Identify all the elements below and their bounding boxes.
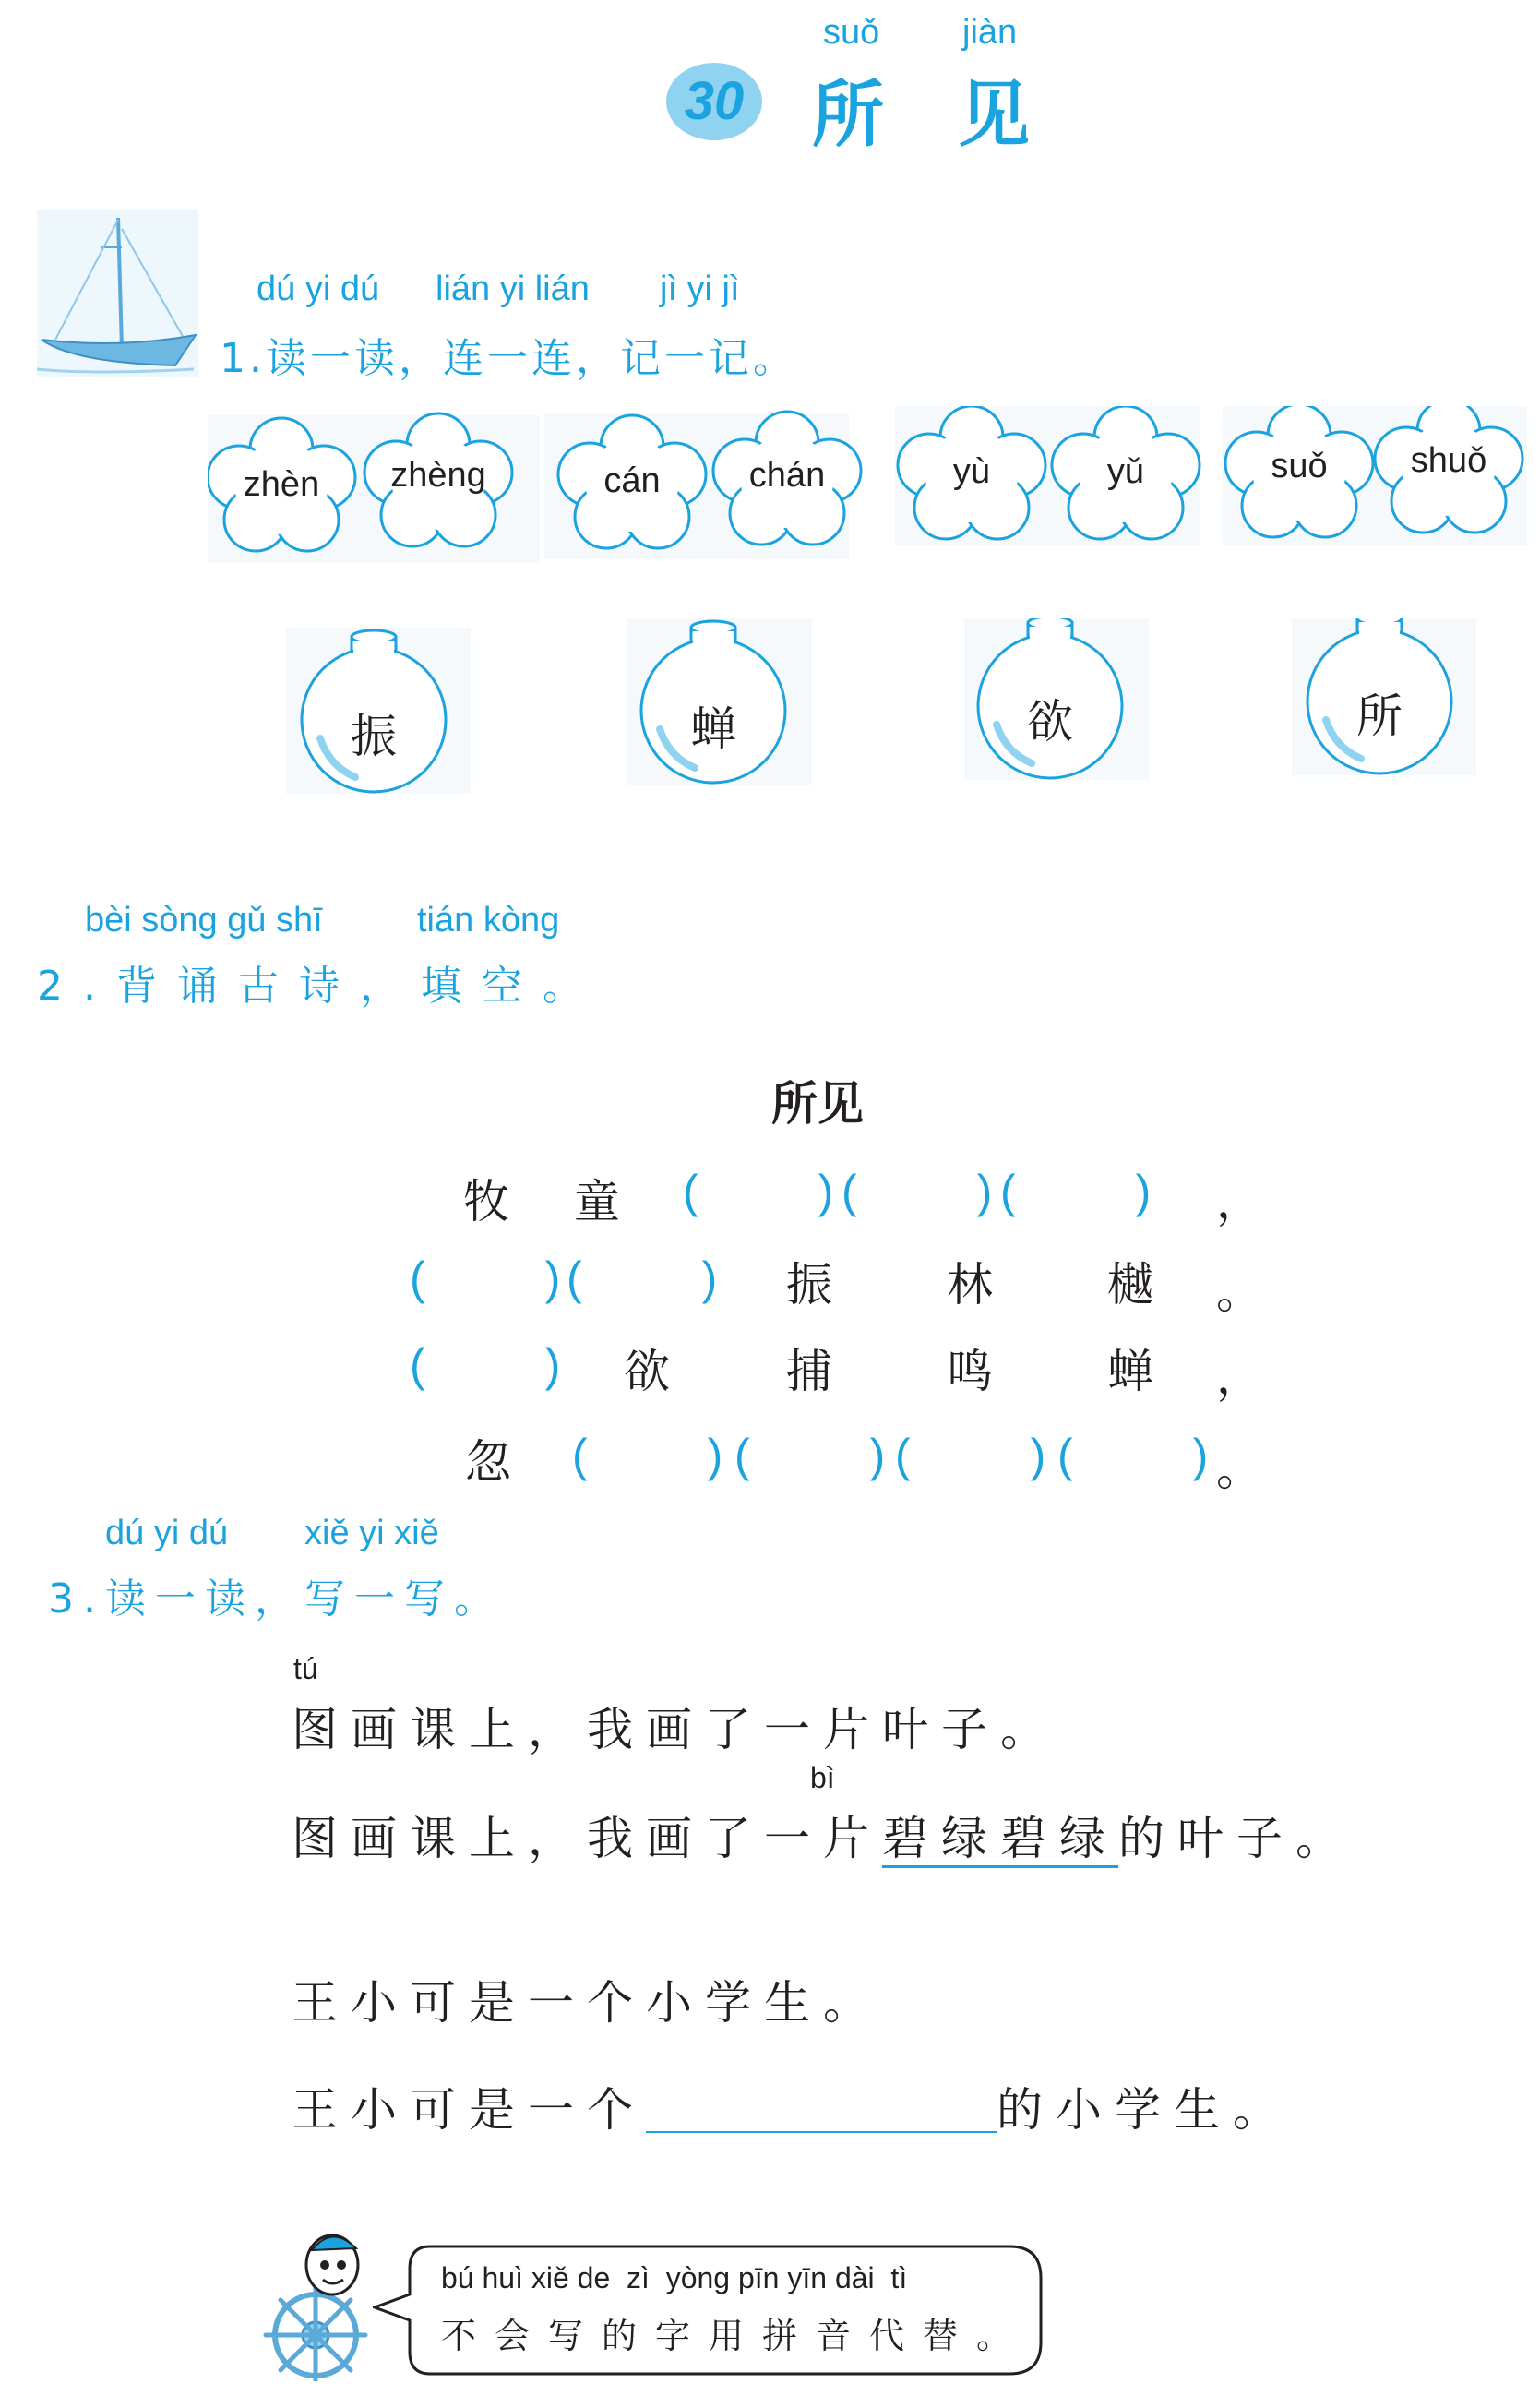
sentence-4-blank[interactable] bbox=[646, 2094, 997, 2133]
poem-l3-c4: 蝉 bbox=[1107, 1345, 1153, 1398]
flower-pinyin-4: chán bbox=[748, 456, 826, 495]
flower-pinyin-2: zhèng bbox=[390, 456, 486, 495]
poem-l2-c2: 林 bbox=[947, 1258, 993, 1312]
title-char-2: 见 bbox=[958, 73, 1031, 157]
sec3-pinyin-2: xiě yi xiě bbox=[304, 1514, 439, 1552]
sentence-4 bbox=[292, 2073, 1292, 2139]
title-pinyin-2: jiàn bbox=[962, 13, 1018, 52]
jar-char-1: 振 bbox=[351, 710, 397, 763]
poem-title: 所见 bbox=[771, 1077, 864, 1131]
flower-pinyin-1: zhèn bbox=[243, 465, 320, 504]
blank-l4-3[interactable]: ( ) bbox=[895, 1430, 1046, 1481]
poem-l2-c1: 振 bbox=[786, 1258, 832, 1312]
flower-pinyin-5: yù bbox=[952, 452, 991, 491]
poem-l3-c3: 鸣 bbox=[947, 1345, 993, 1398]
sentence-2-underlined: 碧绿碧绿 bbox=[882, 1812, 1118, 1868]
sec1-pinyin-1: dú yi dú bbox=[257, 270, 380, 308]
blank-l2-2[interactable]: ( ) bbox=[567, 1252, 718, 1304]
flower-pinyin-6: yǔ bbox=[1106, 452, 1145, 491]
tip-text: 不会写的字用拼音代替。 bbox=[441, 2316, 1031, 2356]
sentence-1: 图画课上，我画了一片叶子。 bbox=[292, 1703, 1059, 1756]
blank-l4-4[interactable]: ( ) bbox=[1057, 1430, 1209, 1481]
poem-l1-punct: ， bbox=[1216, 1175, 1262, 1228]
title-pinyin-1: suǒ bbox=[823, 13, 880, 52]
flower-pinyin-8: shuǒ bbox=[1410, 441, 1487, 480]
sailboat-icon bbox=[37, 210, 198, 377]
poem-l3-punct: ， bbox=[1216, 1350, 1262, 1404]
title-char-1: 所 bbox=[812, 73, 885, 157]
poem-l1-c1: 牧 bbox=[463, 1175, 509, 1228]
s2-pinyin: bì bbox=[810, 1761, 835, 1794]
poem-l3-c1: 欲 bbox=[624, 1345, 670, 1398]
sec3-pinyin-1: dú yi dú bbox=[105, 1514, 229, 1552]
blank-l1-3[interactable]: ( ) bbox=[1000, 1166, 1152, 1217]
lesson-number-badge bbox=[666, 63, 762, 140]
poem-l1-c2: 童 bbox=[574, 1175, 620, 1228]
sailor-mascot-icon bbox=[258, 2224, 378, 2381]
blank-l1-1[interactable]: ( ) bbox=[683, 1166, 834, 1217]
sentence-3: 王小可是一个小学生。 bbox=[292, 1976, 882, 2030]
blank-l3-1[interactable]: ( ) bbox=[410, 1339, 561, 1391]
jar-char-3: 欲 bbox=[1027, 695, 1073, 749]
sec3-label: 3.读一读，写一写。 bbox=[48, 1575, 504, 1623]
jar-row bbox=[277, 618, 1476, 803]
tip-pinyin: bú huì xiě de zì yòng pīn yīn dài tì bbox=[441, 2261, 908, 2294]
blank-l1-2[interactable]: ( ) bbox=[842, 1166, 993, 1217]
lesson-number: 30 bbox=[684, 71, 745, 131]
flower-pinyin-7: suǒ bbox=[1271, 447, 1328, 485]
flower-row bbox=[208, 406, 1536, 572]
s1-pinyin: tú bbox=[293, 1652, 318, 1685]
sec1-pinyin-3: jì yi jì bbox=[660, 270, 740, 308]
poem-l4-c1: 忽 bbox=[465, 1435, 511, 1489]
sec2-pinyin-2: tián kòng bbox=[417, 901, 560, 940]
sec2-label: 2.背诵古诗，填空。 bbox=[37, 963, 603, 1010]
sec1-pinyin-2: lián yi lián bbox=[436, 270, 590, 308]
sentence-2-part-c: 的叶子。 bbox=[1118, 1812, 1355, 1865]
poem-l2-c3: 樾 bbox=[1107, 1258, 1153, 1312]
jar-shapes bbox=[277, 618, 1476, 803]
sec2-pinyin-1: bèi sòng gǔ shī bbox=[85, 901, 323, 940]
blank-l4-1[interactable]: ( ) bbox=[572, 1430, 723, 1481]
blank-l2-1[interactable]: ( ) bbox=[410, 1252, 561, 1304]
flower-pinyin-3: cán bbox=[603, 461, 661, 500]
poem-l3-c2: 捕 bbox=[786, 1345, 832, 1398]
poem-l4-punct: 。 bbox=[1216, 1443, 1262, 1496]
blank-l4-2[interactable]: ( ) bbox=[734, 1430, 886, 1481]
jar-char-2: 蝉 bbox=[690, 702, 736, 756]
sec1-label: 1.读一读，连一连，记一记。 bbox=[220, 335, 797, 382]
poem-l2-punct: 。 bbox=[1216, 1265, 1262, 1319]
jar-char-4: 所 bbox=[1356, 689, 1403, 743]
sentence-2-part-a: 图画课上，我画了一片 bbox=[292, 1812, 882, 1865]
sentence-4-part-b: 的小学生。 bbox=[997, 2083, 1292, 2137]
sentence-4-part-a: 王小可是一个 bbox=[292, 2083, 646, 2137]
sentence-2 bbox=[292, 1802, 1355, 1868]
